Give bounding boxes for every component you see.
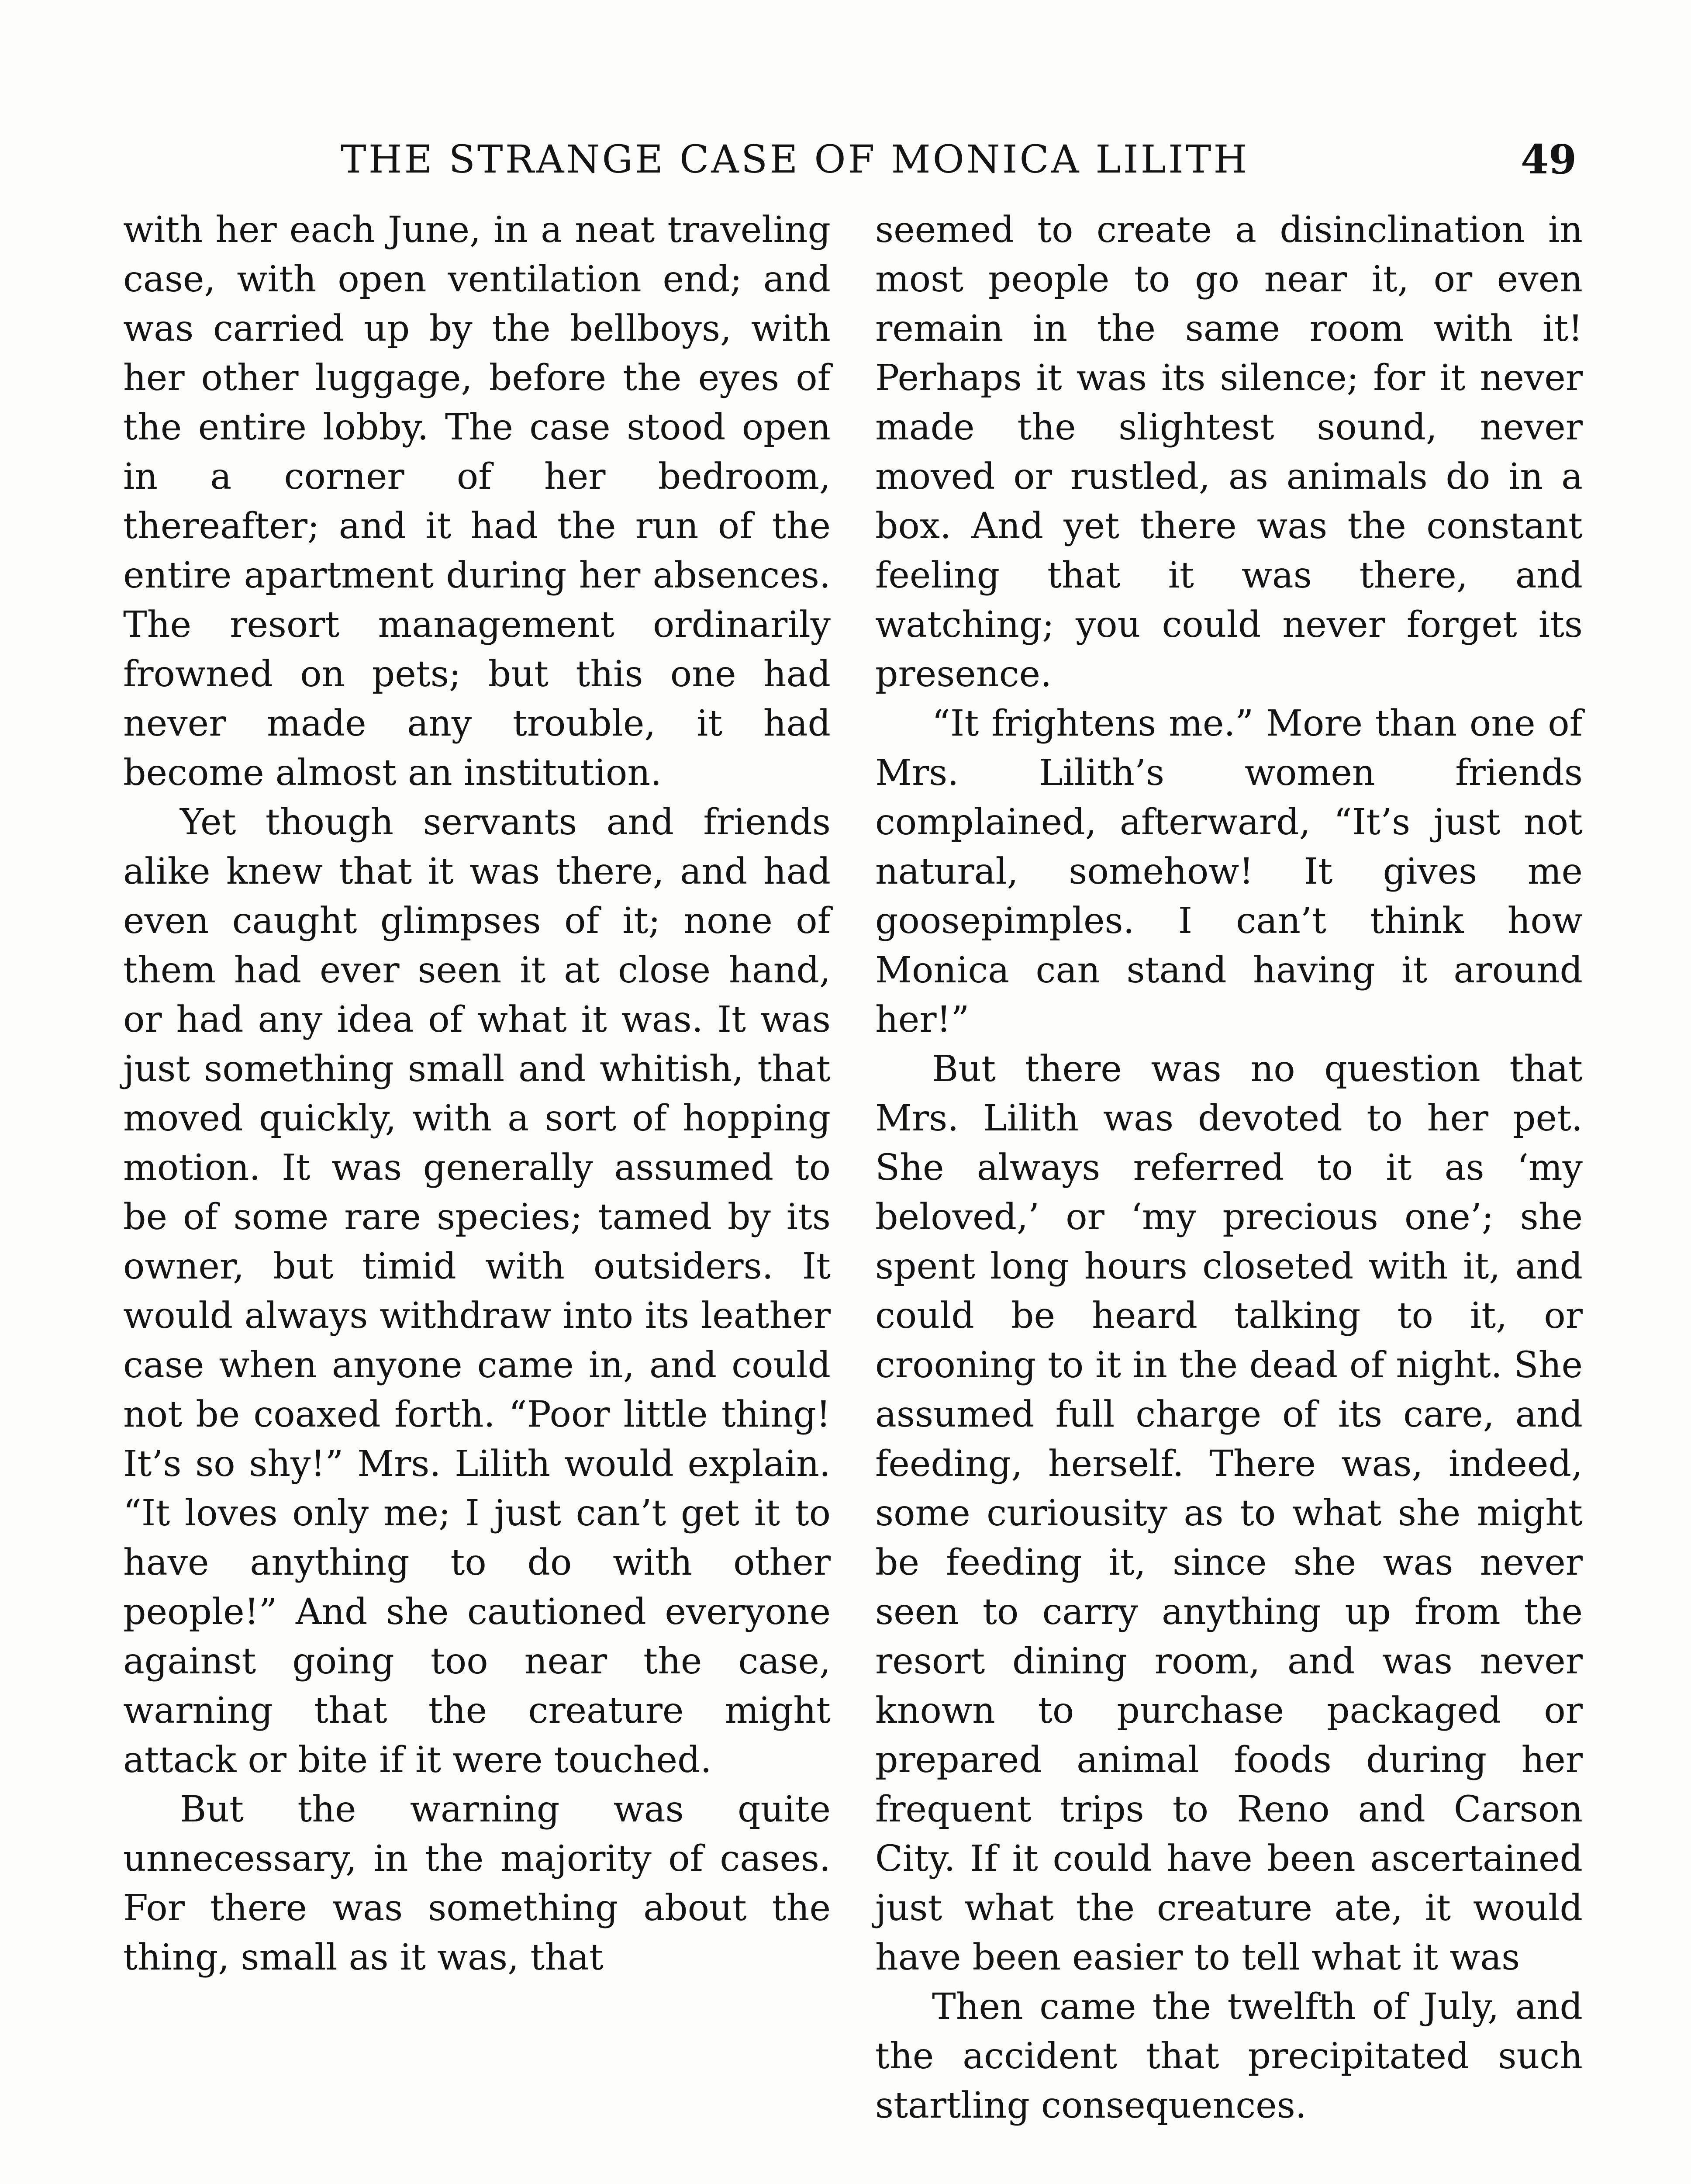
paragraph: seemed to create a disinclination in most people to go near it, or even remain in the same room with it! Perhaps it was its silence; for it never made the slightest sound, never moved or rustled, as animals do in a box. And yet there was the constant feeling that it was there, and watching; you could never forget its presence.: [875, 209, 1583, 695]
paragraph: “It frightens me.” More than one of Mrs. Lilith’s women friends complained, afterward, “It’s just not natural, somehow! It gives me goosepimples. I can’t think how Monica can stand having it around her!”: [875, 703, 1583, 1040]
paragraph: But there was no question that Mrs. Lilith was devoted to her pet. She always referred to it as ‘my beloved,’ or ‘my precious one’; she spent long hours closeted with it, and could be heard talking to it, or crooning to it in the dead of night. She assumed full charge of its care, and feeding, herself. There was, indeed, some curiousity as to what she might be feeding it, since she was never seen to carry anything up from the resort dining room, and was never known to purchase packaged or prepared animal foods during her frequent trips to Reno and Carson City. If it could have been ascertained just what the creature ate, it would have been easier to tell what it was: [875, 1048, 1583, 1978]
running-title: THE STRANGE CASE OF MONICA LILITH: [341, 137, 1249, 182]
paragraph: with her each June, in a neat traveling case, with open ventilation end; and was carried up by the bellboys, with her other luggage, before the eyes of the entire lobby. The case stood open in a corner of her bedroom, thereafter; and it had the run of the entire apartment during her absences. The resort management ordinarily frowned on pets; but this one had never made any trouble, it had become almost an institution.: [123, 209, 831, 794]
right-column: [875, 205, 1583, 2130]
left-column: [123, 205, 831, 1982]
page-header: [109, 127, 1577, 192]
paragraph: But the warning was quite unnecessary, in the majority of cases. For there was something about the thing, small as it was, that: [123, 1789, 831, 1978]
paragraph: Then came the twelfth of July, and the accident that precipitated such startling consequences.: [875, 1986, 1583, 2126]
page-number: 49: [1520, 136, 1577, 183]
paragraph: Yet though servants and friends alike knew that it was there, and had even caught glimpses of it; none of them had ever seen it at close hand, or had any idea of what it was. It was just something small and whitish, that moved quickly, with a sort of hopping motion. It was generally assumed to be of some rare species; tamed by its owner, but timid with outsiders. It would always withdraw into its leather case when anyone came in, and could not be coaxed forth. “Poor little thing! It’s so shy!” Mrs. Lilith would explain. “It loves only me; I just can’t get it to have anything to do with other people!” And she cautioned everyone against going too near the case, warning that the creature might attack or bite if it were touched.: [123, 802, 831, 1781]
